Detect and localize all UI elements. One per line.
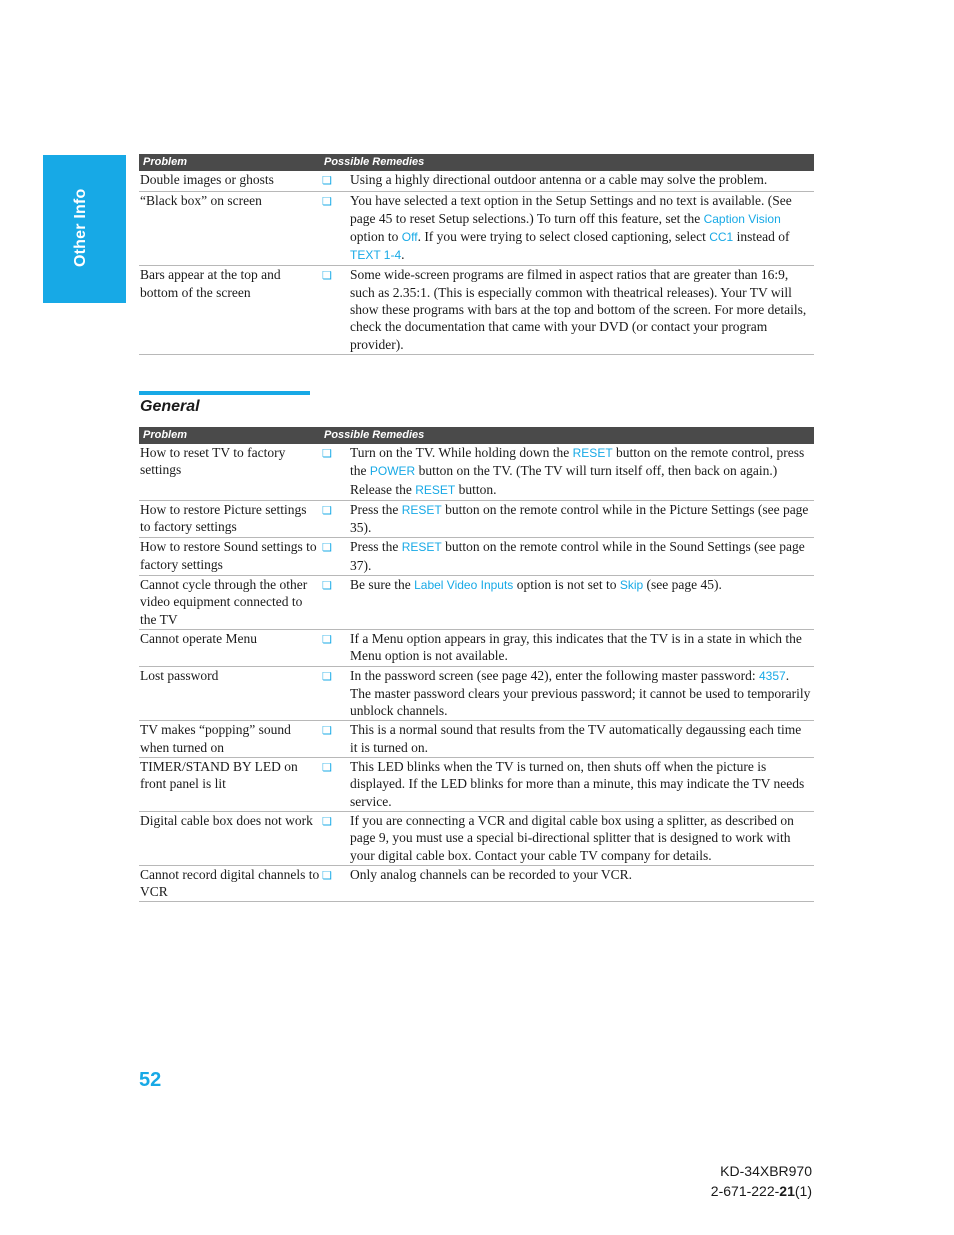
section-rule xyxy=(139,391,310,395)
setting-keyword: Caption Vision xyxy=(703,211,781,226)
remedy-text: instead of xyxy=(733,228,790,244)
remedy-text: option is not set to xyxy=(513,577,620,593)
remedy-cell xyxy=(348,666,814,721)
checkbox-bullet-icon: ❏ xyxy=(320,666,348,721)
table-header-row xyxy=(139,154,814,171)
page-number: 52 xyxy=(139,1069,162,1091)
setting-keyword: CC1 xyxy=(709,229,734,244)
remedy-text: . xyxy=(401,247,405,263)
remedy-text: If you are connecting a VCR and digital cable box using a splitter, as described on page 9, you must use a special bi-directional splitter that is designed to work with your digital cable box. Contact your cable TV company for details. xyxy=(350,812,794,863)
table-row xyxy=(139,758,814,812)
remedy-cell xyxy=(348,444,814,500)
remedy-text: Press the xyxy=(350,539,402,555)
checkbox-bullet-icon: ❏ xyxy=(320,629,348,666)
remedy-text: . If you were trying to select closed captioning, select xyxy=(417,228,710,244)
part-number-suffix: (1) xyxy=(794,1183,812,1199)
column-header-remedies: Possible Remedies xyxy=(320,427,814,444)
remedy-text: Some wide-screen programs are filmed in aspect ratios that are greater than 16:9, such as 2.35:1. (This is especially common with theatrical releases). Your TV will show these programs with bars at the top and bottom of the screen. For more details, check the documentation that came with your DVD (or contact your program provider). xyxy=(350,267,807,352)
problem-cell: How to restore Sound settings to factory settings xyxy=(139,538,320,576)
table-row xyxy=(139,811,814,865)
checkbox-bullet-icon: ❏ xyxy=(320,576,348,630)
remedy-cell xyxy=(348,171,814,192)
setting-keyword: 4357 xyxy=(759,668,786,683)
remedy-text: . The master password clears your previous password; it cannot be used to temporarily unblock channels. xyxy=(350,667,811,719)
remedy-text: button on the remote control while in the Picture Settings (see page 35). xyxy=(350,501,809,536)
setting-keyword: RESET xyxy=(572,446,613,460)
side-tab-label: Other Info xyxy=(72,188,89,267)
setting-keyword: POWER xyxy=(369,464,416,479)
remedy-text: option to xyxy=(350,228,402,244)
part-number-prefix: 2-671-222- xyxy=(710,1183,780,1199)
problem-cell: How to reset TV to factory settings xyxy=(139,444,320,500)
remedy-cell xyxy=(348,721,814,758)
remedy-cell xyxy=(348,629,814,666)
remedy-cell xyxy=(348,538,814,576)
problem-cell: Double images or ghosts xyxy=(139,171,320,192)
table-row xyxy=(139,865,814,902)
problem-cell: Digital cable box does not work xyxy=(139,811,320,865)
problem-cell: Cannot record digital channels to VCR xyxy=(139,865,320,902)
remedy-text: button on the remote control while in the Sound Settings (see page 37). xyxy=(350,539,805,573)
remedy-text: button on the remote control, press the xyxy=(350,445,805,479)
table-row xyxy=(139,538,814,576)
model-number: KD-34XBR970 xyxy=(720,1163,812,1179)
remedy-text: Press the xyxy=(350,501,402,517)
remedy-cell xyxy=(348,576,814,630)
remedy-text: button. xyxy=(455,481,497,497)
table-row xyxy=(139,576,814,630)
table-row xyxy=(139,721,814,758)
part-number-bold: 21 xyxy=(779,1183,795,1199)
problem-cell: TIMER/STAND BY LED on front panel is lit xyxy=(139,758,320,812)
table-body xyxy=(139,171,814,354)
remedy-text: In the password screen (see page 42), enter the following master password: xyxy=(350,667,759,683)
footer-model-info xyxy=(711,1161,812,1201)
table-body xyxy=(139,444,814,902)
checkbox-bullet-icon: ❏ xyxy=(320,811,348,865)
remedy-text: Turn on the TV. While holding down the xyxy=(350,445,573,460)
side-section-tab xyxy=(43,155,126,303)
setting-keyword: TEXT 1-4 xyxy=(350,248,402,263)
table-row xyxy=(139,444,814,500)
checkbox-bullet-icon: ❏ xyxy=(320,444,348,500)
problem-cell: Bars appear at the top and bottom of the screen xyxy=(139,266,320,354)
table-row xyxy=(139,192,814,266)
setting-keyword: Skip xyxy=(619,578,644,593)
remedy-cell xyxy=(348,266,814,354)
remedy-text: You have selected a text option in the Setup Settings and no text is available. (See page 45 to reset Setup selections.) To turn off this feature, set the xyxy=(350,193,792,226)
remedy-text: Only analog channels can be recorded to your VCR. xyxy=(350,866,633,882)
remedy-text: This LED blinks when the TV is turned on, then shuts off when the picture is displayed. If the LED blinks for more than a minute, this may indicate the TV needs service. xyxy=(350,759,805,809)
problem-cell: “Black box” on screen xyxy=(139,192,320,266)
remedy-text: If a Menu option appears in gray, this indicates that the TV is in a state in which the Menu option is not available. xyxy=(350,630,802,664)
troubleshooting-table-1 xyxy=(139,154,814,355)
problem-cell: Cannot operate Menu xyxy=(139,629,320,666)
column-header-problem: Problem xyxy=(139,154,320,171)
setting-keyword: RESET xyxy=(415,482,456,497)
checkbox-bullet-icon: ❏ xyxy=(320,758,348,812)
table-row xyxy=(139,171,814,192)
problem-cell: Lost password xyxy=(139,666,320,721)
remedy-cell xyxy=(348,500,814,538)
column-header-remedies: Possible Remedies xyxy=(320,154,814,171)
remedy-cell xyxy=(348,865,814,902)
setting-keyword: RESET xyxy=(401,540,442,555)
remedy-text: button on the TV. (The TV will turn itself off, then back on again.) Release the xyxy=(350,463,778,497)
remedy-text: (see page 45). xyxy=(643,577,722,593)
part-number xyxy=(711,1181,812,1201)
checkbox-bullet-icon: ❏ xyxy=(320,171,348,192)
remedy-text: This is a normal sound that results from the TV automatically degaussing each time it is turned on. xyxy=(350,722,802,755)
column-header-problem: Problem xyxy=(139,427,320,444)
table-header-row xyxy=(139,427,814,444)
setting-keyword: Label Video Inputs xyxy=(414,578,514,593)
remedy-text: Be sure the xyxy=(350,577,415,593)
table-row xyxy=(139,266,814,354)
setting-keyword: RESET xyxy=(401,502,442,517)
table-row xyxy=(139,666,814,721)
checkbox-bullet-icon: ❏ xyxy=(320,266,348,354)
remedy-text: Using a highly directional outdoor antenna or a cable may solve the problem. xyxy=(350,172,768,187)
section-heading: General xyxy=(140,398,200,415)
checkbox-bullet-icon: ❏ xyxy=(320,500,348,538)
problem-cell: How to restore Picture settings to factory settings xyxy=(139,500,320,538)
checkbox-bullet-icon: ❏ xyxy=(320,192,348,266)
remedy-cell xyxy=(348,758,814,812)
checkbox-bullet-icon: ❏ xyxy=(320,865,348,902)
problem-cell: Cannot cycle through the other video equipment connected to the TV xyxy=(139,576,320,630)
checkbox-bullet-icon: ❏ xyxy=(320,538,348,576)
troubleshooting-table-2 xyxy=(139,427,814,902)
checkbox-bullet-icon: ❏ xyxy=(320,721,348,758)
table-row xyxy=(139,629,814,666)
remedy-cell xyxy=(348,192,814,266)
setting-keyword: Off xyxy=(401,229,418,244)
remedy-cell xyxy=(348,811,814,865)
table-row xyxy=(139,500,814,538)
problem-cell: TV makes “popping” sound when turned on xyxy=(139,721,320,758)
